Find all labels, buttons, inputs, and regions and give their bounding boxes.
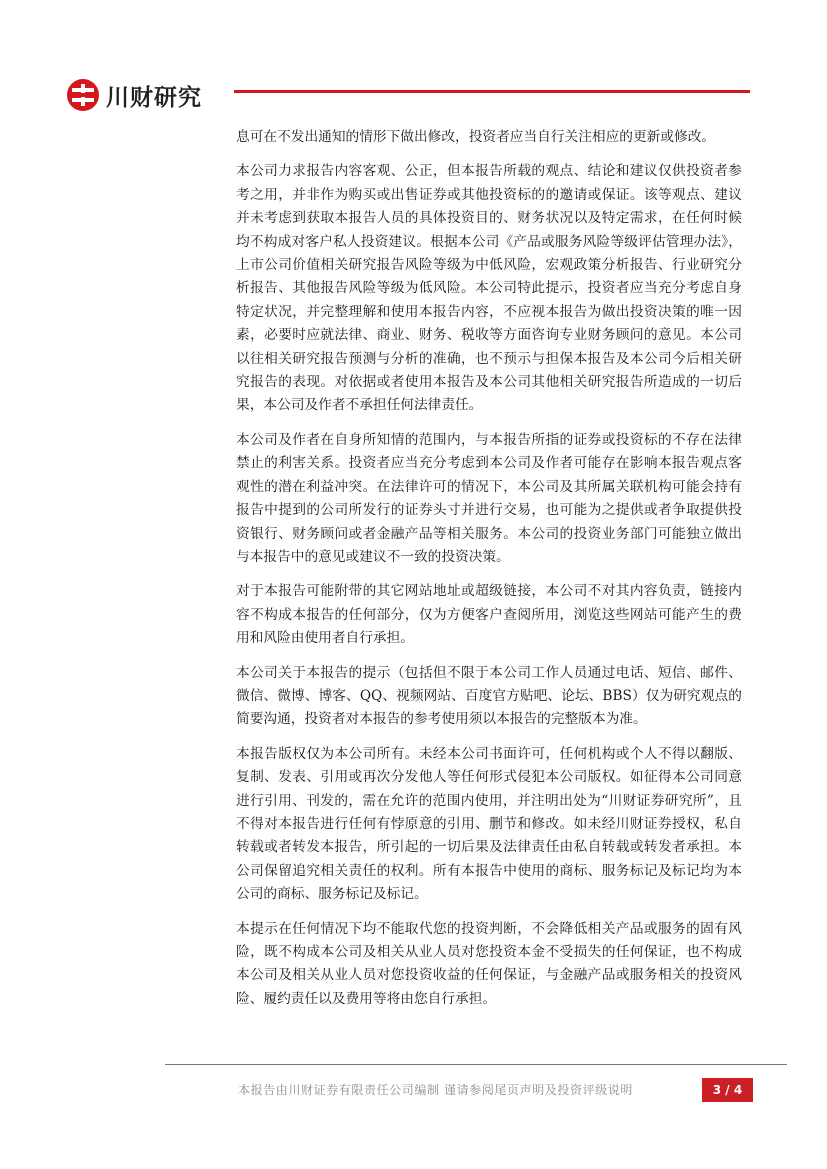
paragraph: 息可在不发出通知的情形下做出修改，投资者应当自行关注相应的更新或修改。 <box>236 129 716 145</box>
header-divider <box>234 90 750 93</box>
footer-divider <box>165 1064 787 1065</box>
disclaimer-body <box>236 126 742 1022</box>
paragraph: 本提示在任何情况下均不能取代您的投资判断，不会降低相关产品或服务的固有风险，既不构成本公司及相关从业人员对您投资本金不受损失的任何保证，也不构成本公司及相关从业人员对您投资收益的任何保证，与金融产品或服务相关的投资风险、履约责任以及费用等将由您自行承担。 <box>236 920 742 1007</box>
footer-note: 本报告由川财证券有限责任公司编制 谨请参阅尾页声明及投资评级说明 <box>238 1083 634 1097</box>
brand-name: 川财研究 <box>106 84 202 111</box>
page-header <box>0 0 827 130</box>
page-number-badge: 3 / 4 <box>702 1078 753 1102</box>
paragraph: 本公司及作者在自身所知情的范围内，与本报告所指的证券或投资标的不存在法律禁止的利害关系。投资者应当充分考虑到本公司及作者可能存在影响本报告观点客观性的潜在利益冲突。在法律许可的情况下，本公司及其所属关联机构可能会持有报告中提到的公司所发行的证券头寸并进行交易，也可能为之提供或者争取提供投资银行、财务顾问或者金融产品等相关服务。本公司的投资业务部门可能独立做出与本报告中的意见或建议不一致的投资决策。 <box>236 431 742 565</box>
paragraph: 本公司力求报告内容客观、公正，但本报告所载的观点、结论和建议仅供投资者参考之用，并非作为购买或出售证券或其他投资标的的邀请或保证。该等观点、建议并未考虑到获取本报告人员的具体投资目的、财务状况以及特定需求，在任何时候均不构成对客户私人投资建议。根据本公司《产品或服务风险等级评估管理办法》，上市公司价值相关研究报告风险等级为中低风险，宏观政策分析报告、行业研究分析报告、其他报告风险等级为低风险。本公司特此提示，投资者应当充分考虑自身特定状况，并完整理解和使用本报告内容，不应视本报告为做出投资决策的唯一因素，必要时应就法律、商业、财务、税收等方面咨询专业财务顾问的意见。本公司以往相关研究报告预测与分析的准确，也不预示与担保本报告及本公司今后相关研究报告的表现。对依据或者使用本报告及本公司其他相关研究报告所造成的一切后果，本公司及作者不承担任何法律责任。 <box>236 163 742 414</box>
paragraph: 本公司关于本报告的提示（包括但不限于本公司工作人员通过电话、短信、邮件、微信、微博、博客、QQ、视频网站、百度官方贴吧、论坛、BBS）仅为研究观点的简要沟通，投资者对本报告的参考使用须以本报告的完整版本为准。 <box>236 664 742 728</box>
paragraph: 对于本报告可能附带的其它网站地址或超级链接，本公司不对其内容负责，链接内容不构成本报告的任何部分，仅为方便客户查阅所用，浏览这些网站可能产生的费用和风险由使用者自行承担。 <box>236 583 742 647</box>
chuancai-logo-icon <box>66 78 100 112</box>
paragraph: 本报告版权仅为本公司所有。未经本公司书面许可，任何机构或个人不得以翻版、复制、发表、引用或再次分发他人等任何形式侵犯本公司版权。如征得本公司同意进行引用、刊发的，需在允许的范围内使用，并注明出处为“川财证券研究所”，且不得对本报告进行任何有悖原意的引用、删节和修改。如未经川财证券授权，私自转载或者转发本报告，所引起的一切后果及法律责任由私自转载或转发者承担。本公司保留追究相关责任的权利。所有本报告中使用的商标、服务标记及标记均为本公司的商标、服务标记及标记。 <box>236 745 742 903</box>
brand-logo <box>66 78 202 112</box>
